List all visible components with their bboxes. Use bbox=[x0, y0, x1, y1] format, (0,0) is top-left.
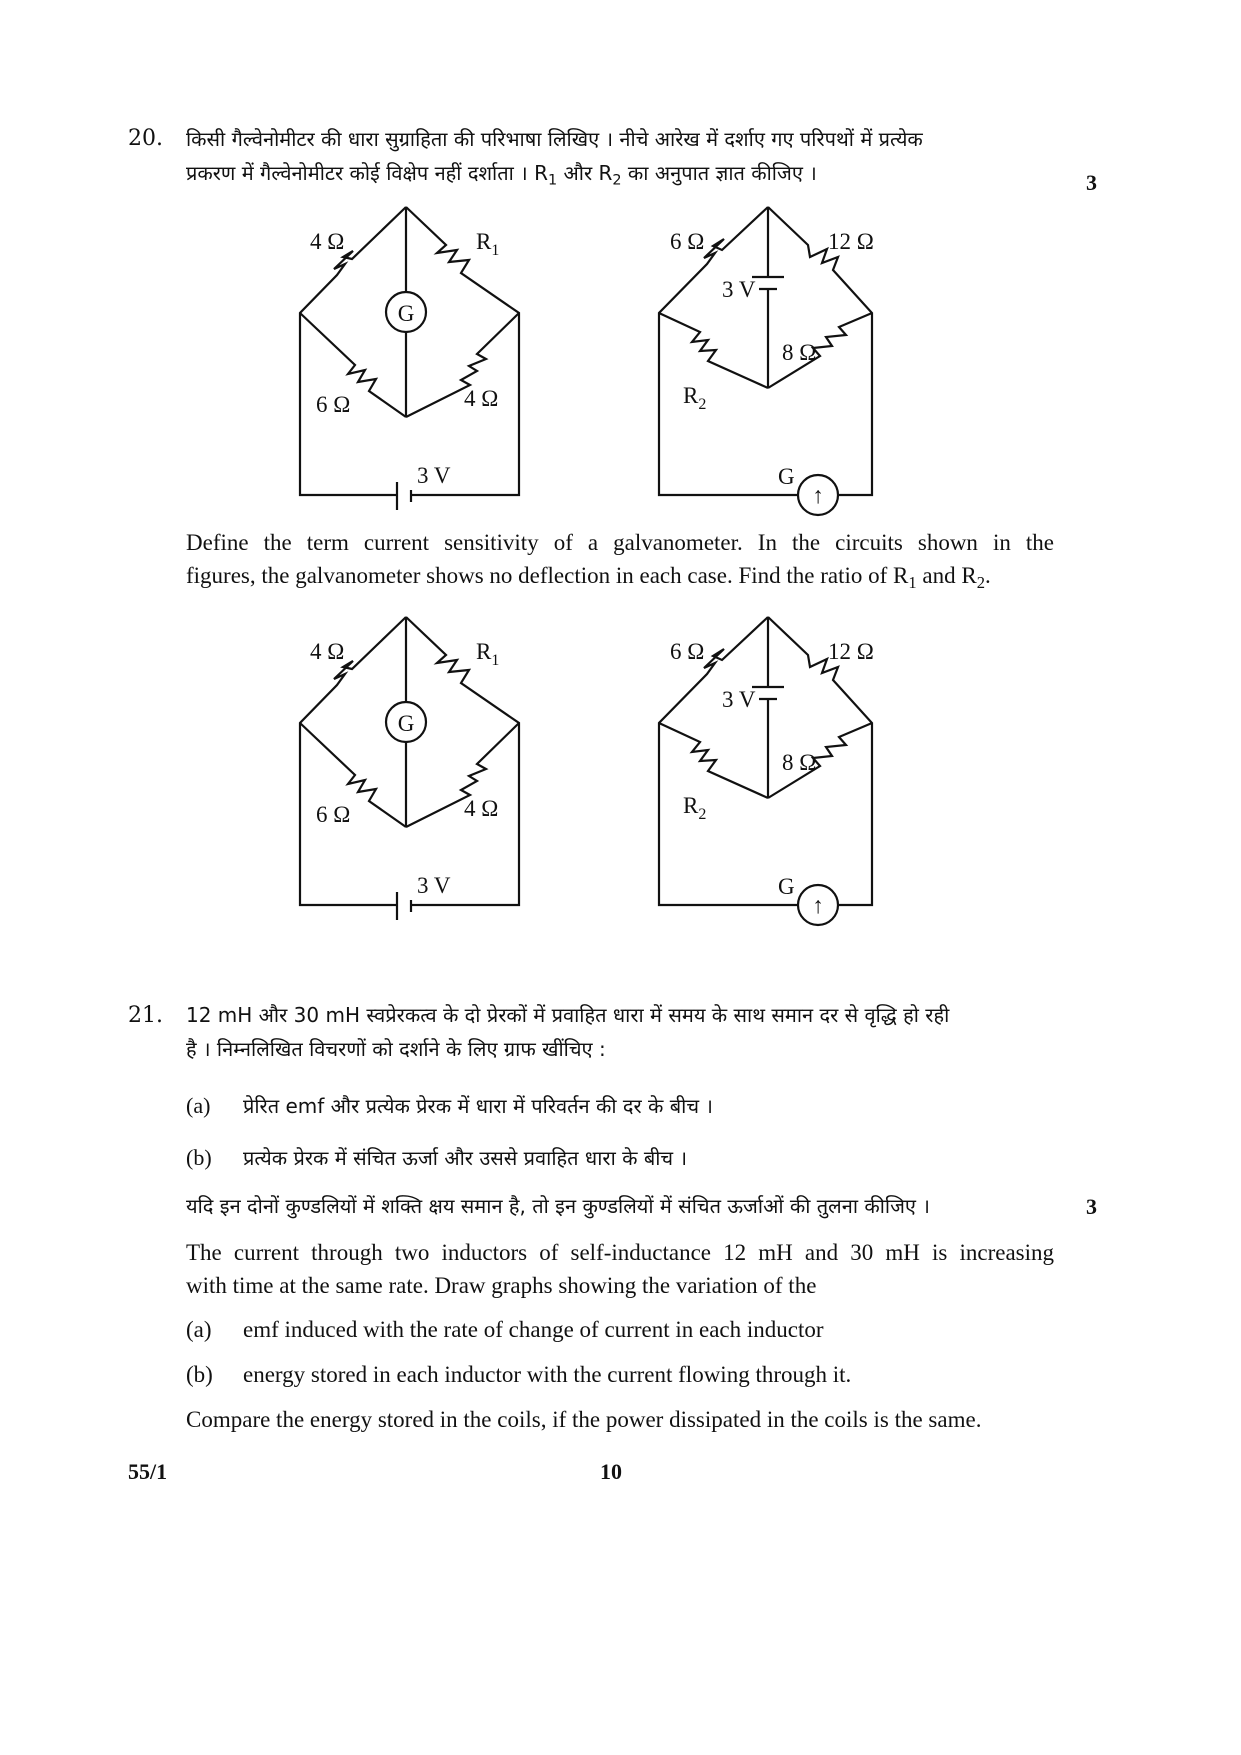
q20-hindi-line2-part: प्रकरण में गैल्वेनोमीटर कोई विक्षेप नहीं दर्शाता । R bbox=[186, 161, 548, 185]
q21-english-text bbox=[186, 1236, 1054, 1302]
c1-galvanometer-label: G bbox=[397, 301, 415, 326]
q21-english-item-b bbox=[186, 1358, 1054, 1392]
q21-english-line1: The current through two inductors of self-inductance 12 mH and 30 mH is increasing bbox=[186, 1240, 1054, 1265]
q20-hindi-line2-part: का अनुपात ज्ञात कीजिए । bbox=[621, 161, 817, 185]
c1-copy-r-top-left: 4 Ω bbox=[310, 639, 345, 664]
question-number-21: 21. bbox=[128, 1003, 163, 1028]
q20-english-line2-part: . bbox=[985, 563, 991, 588]
q21-english-a-text: emf induced with the rate of change of current in each inductor bbox=[243, 1317, 824, 1342]
q21-hindi-b-text: प्रत्येक प्रेरक में संचित ऊर्जा और उससे प्रवाहित धारा के बीच । bbox=[243, 1146, 688, 1170]
q20-english-sub1: 1 bbox=[908, 572, 917, 592]
c1-copy-r-top-right bbox=[476, 639, 499, 669]
q21-hindi-item-b bbox=[186, 1141, 1054, 1175]
q21-english-compare: Compare the energy stored in the coils, if the power dissipated in the coils is the same. bbox=[186, 1407, 982, 1432]
c2-copy-r-top-left: 6 Ω bbox=[670, 639, 705, 664]
q20-english-text bbox=[186, 526, 1054, 599]
q20-hindi-text bbox=[186, 122, 1056, 197]
q21-hindi-text bbox=[186, 998, 1056, 1066]
q20-hindi-line2-part: और R bbox=[557, 161, 613, 185]
q20-english-line1: Define the term current sensitivity of a galvanometer. In the circuits shown in the bbox=[186, 530, 1054, 555]
c2-copy-battery-label: 3 V bbox=[722, 687, 756, 712]
c1-copy-r-bottom-left: 6 Ω bbox=[316, 802, 351, 827]
c2-copy-r-bottom-left bbox=[683, 793, 706, 823]
q20-hindi-sub1: 1 bbox=[548, 172, 558, 189]
q21-hindi-a-text: प्रेरित emf और प्रत्येक प्रेरक में धारा में परिवर्तन की दर के बीच । bbox=[243, 1094, 713, 1118]
c1-r1-letter: R bbox=[476, 229, 492, 254]
q21-english-line2: with time at the same rate. Draw graphs showing the variation of the bbox=[186, 1273, 817, 1298]
q20-english-line2-part: and R bbox=[916, 563, 977, 588]
c2-galv-arrow: ↑ bbox=[812, 483, 824, 508]
c1-battery-label: 3 V bbox=[417, 463, 451, 488]
q21-hindi-line2: है । निम्नलिखित विचरणों को दर्शाने के लिए ग्राफ खींचिए : bbox=[186, 1037, 606, 1061]
q21-english-item-a bbox=[186, 1313, 1054, 1347]
c1-r-bottom-left: 6 Ω bbox=[316, 392, 351, 417]
question-number-20: 20. bbox=[128, 126, 163, 151]
c1-r-top-left: 4 Ω bbox=[310, 229, 345, 254]
q20-english-sub2: 2 bbox=[976, 572, 985, 592]
c2-r-bottom-left bbox=[683, 383, 706, 413]
c2-r-top-left: 6 Ω bbox=[670, 229, 705, 254]
q20-english-line2-part: figures, the galvanometer shows no deflection in each case. Find the ratio of R bbox=[186, 563, 909, 588]
q20-hindi-sub2: 2 bbox=[612, 172, 622, 189]
c2-copy-r-top-right: 12 Ω bbox=[828, 639, 874, 664]
c2-copy-r-bottom-right: 8 Ω bbox=[782, 750, 817, 775]
c1-copy-galvanometer-label: G bbox=[397, 711, 415, 736]
c2-copy-r2-sub: 2 bbox=[698, 806, 707, 823]
c1-copy-r1-letter: R bbox=[476, 639, 492, 664]
q20-marks: 3 bbox=[1086, 170, 1097, 195]
q21-hindi-compare: यदि इन दोनों कुण्डलियों में शक्ति क्षय समान है, तो इन कुण्डलियों में संचित ऊर्जाओं की तुलना कीजिए । bbox=[186, 1194, 930, 1218]
q21-english-a-label: (a) bbox=[186, 1317, 212, 1342]
q21-hindi-b-label: (b) bbox=[186, 1145, 212, 1170]
q21-hindi-item-a bbox=[186, 1089, 1054, 1123]
c1-copy-battery-label: 3 V bbox=[417, 873, 451, 898]
c2-battery-label: 3 V bbox=[722, 277, 756, 302]
paper-code: 55/1 bbox=[128, 1459, 168, 1484]
q21-hindi-line1: 12 mH और 30 mH स्वप्रेरकत्व के दो प्रेरकों में प्रवाहित धारा में समय के साथ समान दर से वृद्धि हो रही bbox=[186, 1003, 950, 1027]
c1-r1-sub: 1 bbox=[491, 242, 500, 259]
c1-r-top-right bbox=[476, 229, 499, 259]
q21-english-b-text: energy stored in each inductor with the current flowing through it. bbox=[243, 1362, 852, 1387]
c1-r-bottom-right: 4 Ω bbox=[464, 386, 499, 411]
q20-hindi-line1: किसी गैल्वेनोमीटर की धारा सुग्राहिता की परिभाषा लिखिए । नीचे आरेख में दर्शाए गए परिपथों में प्रत्येक bbox=[186, 127, 923, 151]
c2-r2-letter: R bbox=[683, 383, 699, 408]
c2-copy-galv-arrow: ↑ bbox=[812, 893, 824, 918]
circuit-figures-bottom bbox=[0, 600, 1241, 940]
c2-r-top-right: 12 Ω bbox=[828, 229, 874, 254]
q21-marks: 3 bbox=[1086, 1194, 1097, 1219]
q21-english-b-label: (b) bbox=[186, 1362, 213, 1387]
c2-r-bottom-right: 8 Ω bbox=[782, 340, 817, 365]
c1-copy-r1-sub: 1 bbox=[491, 652, 500, 669]
c2-galvanometer-label: G bbox=[778, 464, 795, 489]
q21-hindi-a-label: (a) bbox=[186, 1093, 211, 1118]
q20-english-line2 bbox=[186, 559, 1054, 599]
page-number: 10 bbox=[600, 1459, 622, 1484]
c2-r2-sub: 2 bbox=[698, 396, 707, 413]
c2-copy-galvanometer-label: G bbox=[778, 874, 795, 899]
c1-copy-r-bottom-right: 4 Ω bbox=[464, 796, 499, 821]
circuit-figures-top bbox=[0, 190, 1241, 530]
c2-copy-r2-letter: R bbox=[683, 793, 699, 818]
